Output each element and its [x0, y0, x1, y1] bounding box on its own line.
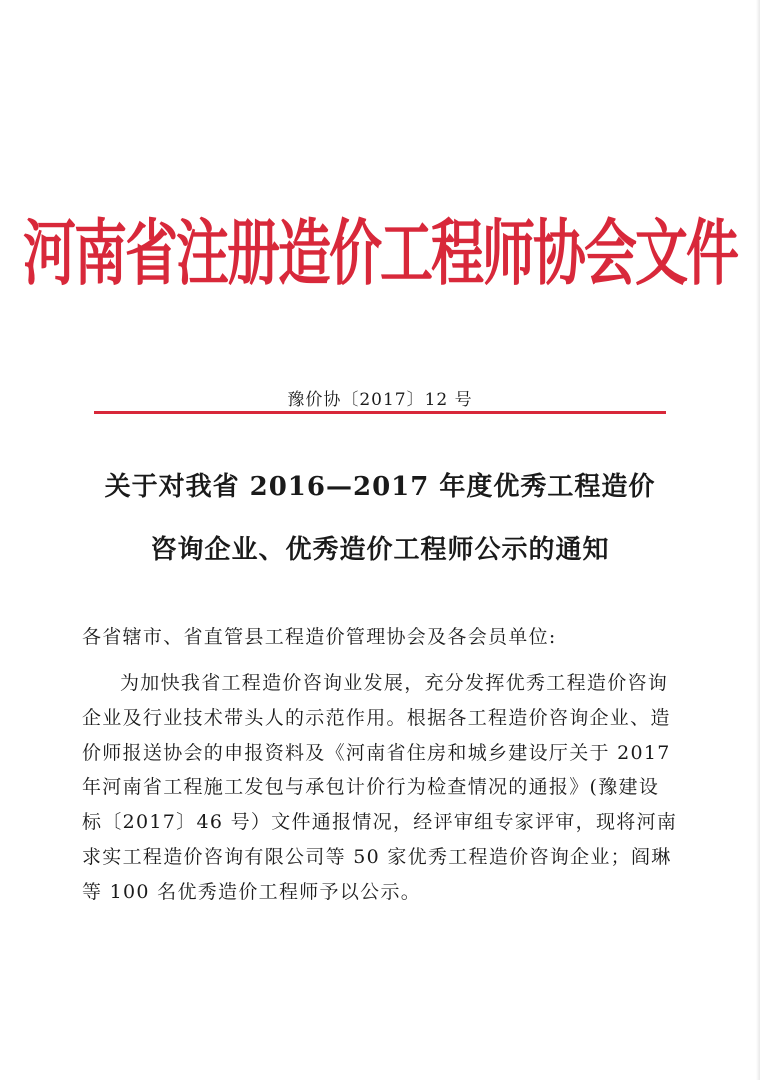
notice-title-line-1: 关于对我省 2016—2017 年度优秀工程造价 [104, 472, 656, 502]
red-divider-line [94, 411, 666, 414]
notice-title-line-2: 咨询企业、优秀造价工程师公示的通知 [150, 535, 610, 565]
paragraph-line: 标〔2017〕46 号）文件通报情况，经评审组专家评审，现将河南 [82, 811, 678, 834]
paragraph-line: 为加快我省工程造价咨询业发展，充分发挥优秀工程造价咨询 [120, 672, 669, 694]
body-paragraph [82, 666, 692, 910]
paragraph-line: 等 100 名优秀造价工程师予以公示。 [82, 880, 422, 903]
document-header-title: 河南省注册造价工程师协会文件 [23, 213, 737, 296]
salutation: 各省辖市、省直管县工程造价管理协会及各会员单位: [82, 626, 557, 648]
paragraph-line: 求实工程造价咨询有限公司等 50 家优秀工程造价咨询企业；阎琳 [82, 845, 672, 868]
paragraph-line: 企业及行业技术带头人的示范作用。根据各工程造价咨询企业、造 [82, 706, 671, 729]
paragraph-line: 价师报送协会的申报资料及《河南省住房和城乡建设厅关于 2017 [82, 741, 671, 764]
paragraph-line: 年河南省工程施工发包与承包计价行为检查情况的通报》(豫建设 [82, 776, 660, 799]
document-number: 豫价协〔2017〕12 号 [287, 390, 473, 410]
